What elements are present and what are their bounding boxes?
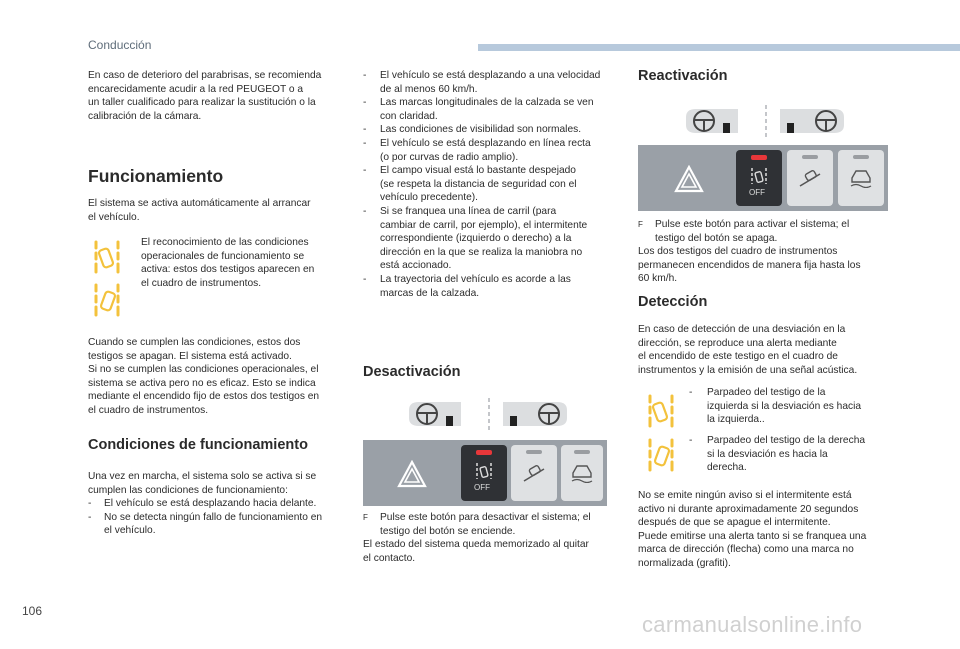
cond-intro: Una vez en marcha, el sistema solo se activa si se cumplen las condiciones de funcionamiento: [88,471,317,496]
traction-button[interactable] [561,445,603,501]
intro-paragraph: En caso de deterioro del parabrisas, se recomienda encarecidamente acudir a la red PEUGEOT o a un taller cualificado para realizar la sustitución o la calibración de la cámara. [88,70,322,122]
heading-condiciones: Condiciones de funcionamiento [88,437,308,453]
lane-departure-right-icon [92,281,122,319]
hill-assist-button[interactable] [787,150,833,206]
hazard-triangle-icon [397,460,427,488]
hill-assist-button[interactable] [511,445,557,501]
detection-right: - Parpadeo del testigo de la derecha si la desviación es hacia la derecha. [689,435,866,474]
detection-left: - Parpadeo del testigo de la izquierda si la desviación es hacia la izquierda.. [689,387,862,426]
off-label: OFF [749,188,765,197]
lane-assist-off-icon [475,461,493,481]
steering-wheel-illustration [407,396,572,432]
traction-button[interactable] [838,150,884,206]
running-header: Conducción [88,38,152,52]
activation-paragraph: El sistema se activa automáticamente al arrancar el vehículo. [88,198,311,223]
lane-departure-left-icon [92,238,122,276]
heading-deteccion: Detección [638,294,708,310]
lane-departure-left-icon [646,392,676,430]
heading-desactivacion: Desactivación [363,364,461,380]
heading-funcionamiento: Funcionamiento [88,166,224,186]
traction-icon [569,461,595,483]
lane-assist-button[interactable] [736,150,782,206]
indicator-paragraph: El reconocimiento de las condiciones operacionales de funcionamiento se activa: estos dos testigos aparecen en el cuadro de instrumentos. [141,237,315,289]
lane-assist-button[interactable] [461,445,507,501]
detection-intro: En caso de detección de una desviación en la dirección, se reproduce una alerta mediante el encendido de este testigo en el cuadro de instrumentos y la emisión de una señal acústica. [638,324,858,376]
button-panel [363,440,607,506]
react-instructions: F Pulse este botón para activar el sistema; el testigo del botón se apaga. Los dos testigos del cuadro de instrumentos permanecen encendidos de manera fija hasta los 60 km/h. [638,219,861,285]
header-bar [478,44,960,51]
cond-list-continued: - El vehículo se está desplazando a una velocidad de al menos 60 km/h. - Las marcas longitudinales de la calzada se ven con claridad. - Las condiciones de visibilidad son normales. - El vehículo se está desplazando en línea recta (o por curvas de radio amplio). - El campo visual está lo bastante despejado (se respeta la distancia de seguridad con el vehículo precedente). - Si se franquea una línea de carril (para cambiar de carril, por ejemplo), el intermitente correspondiente (izquierdo o derecho) a la dirección en la que se realiza la maniobra no está accionado. - La trayectoria del vehículo es acorde a las marcas de la calzada. [363,70,601,299]
button-panel [638,145,888,211]
hill-assist-icon [521,461,547,485]
lane-assist-off-icon [750,166,768,186]
watermark: carmanualsonline.info [642,612,863,637]
conditions-paragraph: Cuando se cumplen las condiciones, estos dos testigos se apagan. El sistema está activado. Si no se cumplen las condiciones operacionales, el sistema se activa pero no es eficaz. Esto se indica mediante el encendido fijo de estos dos testigos en el cuadro de instrumentos. [88,337,320,416]
deact-instructions: F Pulse este botón para desactivar el sistema; el testigo del botón se enciende. El estado del sistema queda memorizado al quitar el contacto. [363,512,591,564]
bullet-icon: F [363,513,368,522]
page-number: 106 [22,604,43,618]
hill-assist-icon [797,166,823,190]
bullet-icon: F [638,220,643,229]
hazard-triangle-icon [674,165,704,193]
steering-wheel-illustration [684,103,849,139]
off-label: OFF [474,483,490,492]
cond-list: - El vehículo se está desplazando hacia delante. - No se detecta ningún fallo de funcionamiento en el vehículo. [88,498,323,537]
traction-icon [848,166,874,188]
lane-departure-right-icon [646,436,676,474]
heading-reactivacion: Reactivación [638,68,728,84]
final-paragraph: No se emite ningún aviso si el intermitente está activo ni durante aproximadamente 20 segundos después de que se apague el intermitente. Puede emitirse una alerta tanto si se franquea una marca de dirección (flecha) como una marca no normalizada (grafiti). [638,490,867,569]
